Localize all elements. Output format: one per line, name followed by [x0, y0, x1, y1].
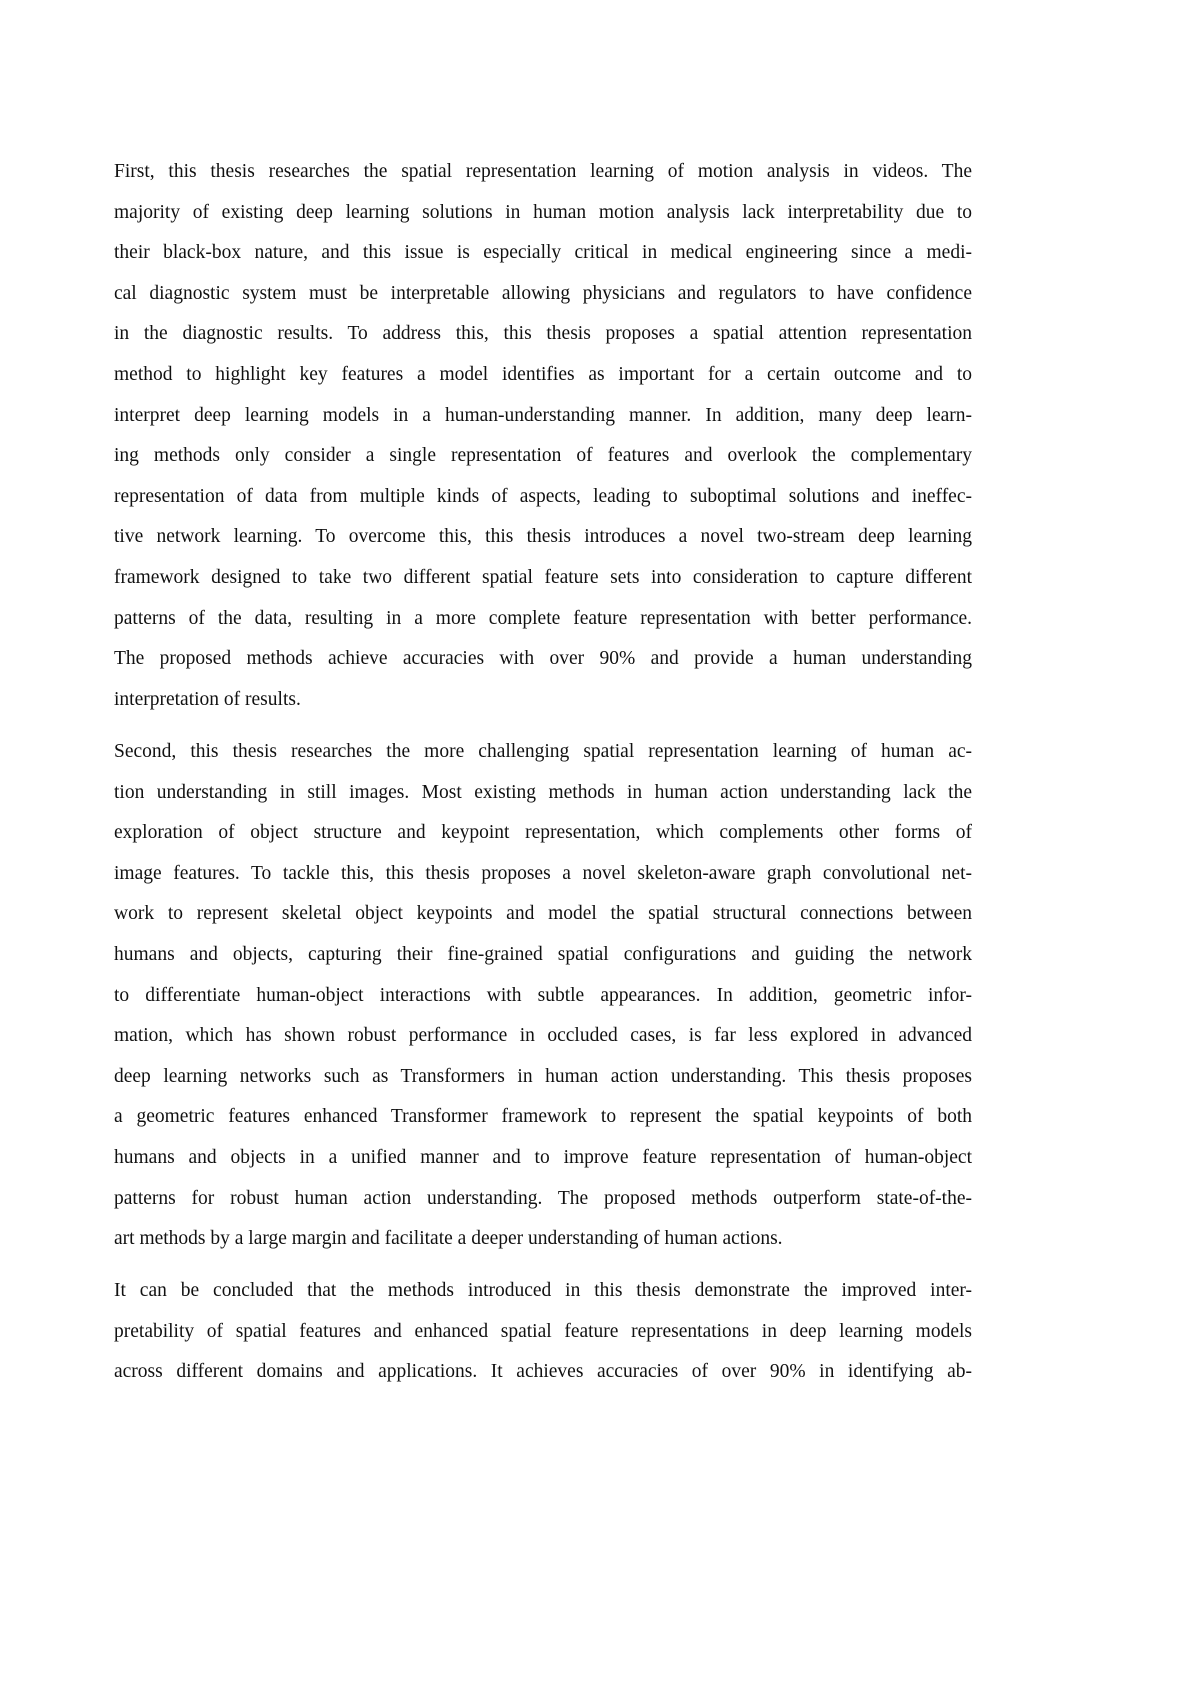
text-line: representation of data from multiple kinds of aspects, leading to suboptimal solutions and ineffec- — [114, 485, 972, 507]
text-line: a geometric features enhanced Transformer framework to represent the spatial keypoints of both — [114, 1106, 972, 1128]
text-line: exploration of object structure and keypoint representation, which complements other forms of — [114, 822, 972, 844]
text-line: pretability of spatial features and enhanced spatial feature representations in deep learning models — [114, 1320, 972, 1342]
text-line: framework designed to take two different spatial feature sets into consideration to capture different — [114, 567, 972, 588]
text-line: majority of existing deep learning solutions in human motion analysis lack interpretability due to — [114, 201, 972, 223]
text-line: humans and objects in a unified manner and to improve feature representation of human-object — [114, 1147, 972, 1168]
text-line: image features. To tackle this, this thesis proposes a novel skeleton-aware graph convolutional net- — [114, 862, 972, 884]
text-line: their black-box nature, and this issue is especially critical in medical engineering since a medi- — [114, 242, 972, 264]
text-line: method to highlight key features a model identifies as important for a certain outcome and to — [114, 364, 972, 385]
text-line: humans and objects, capturing their fine-grained spatial configurations and guiding the network — [114, 944, 972, 965]
text-line: mation, which has shown robust performance in occluded cases, is far less explored in advanced — [114, 1025, 972, 1047]
text-line: work to represent skeletal object keypoints and model the spatial structural connections between — [114, 903, 972, 925]
text-line: patterns of the data, resulting in a more complete feature representation with better performance. — [114, 607, 972, 629]
text-line: ing methods only consider a single representation of features and overlook the complementary — [114, 445, 972, 467]
text-line: art methods by a large margin and facilitate a deeper understanding of human actions. — [114, 1228, 783, 1250]
text-line: interpret deep learning models in a human-understanding manner. In addition, many deep learn- — [114, 404, 972, 426]
text-line: tive network learning. To overcome this, this thesis introduces a novel two-stream deep learning — [114, 526, 972, 548]
text-line: patterns for robust human action understanding. The proposed methods outperform state-of-the- — [114, 1187, 972, 1209]
text-line: First, this thesis researches the spatial representation learning of motion analysis in videos. The — [114, 161, 972, 182]
text-line: cal diagnostic system must be interpretable allowing physicians and regulators to have confidence — [114, 282, 972, 304]
text-line: deep learning networks such as Transformers in human action understanding. This thesis proposes — [114, 1065, 972, 1087]
text-line: The proposed methods achieve accuracies with over 90% and provide a human understanding — [114, 648, 972, 670]
text-line: Second, this thesis researches the more challenging spatial representation learning of human ac- — [114, 741, 972, 762]
text-line: It can be concluded that the methods introduced in this thesis demonstrate the improved inter- — [114, 1280, 972, 1301]
text-line: tion understanding in still images. Most existing methods in human action understanding lack the — [114, 781, 972, 803]
text-line: across different domains and applications. It achieves accuracies of over 90% in identifying ab- — [114, 1361, 972, 1383]
text-line: interpretation of results. — [114, 688, 301, 710]
text-line: in the diagnostic results. To address this, this thesis proposes a spatial attention representation — [114, 323, 972, 345]
text-line: to differentiate human-object interactions with subtle appearances. In addition, geometric infor- — [114, 984, 972, 1006]
